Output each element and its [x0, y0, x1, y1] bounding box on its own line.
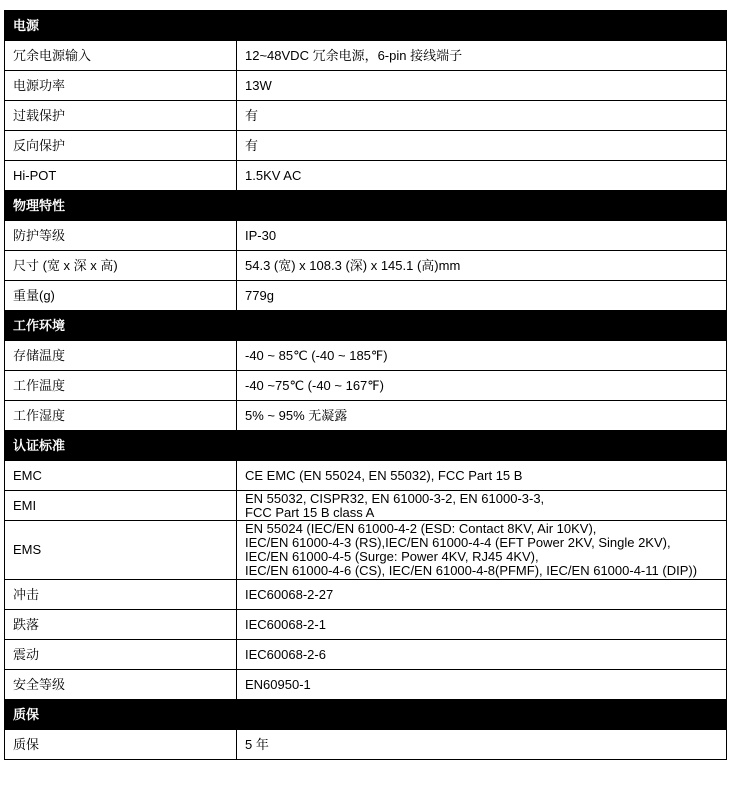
spec-row [5, 580, 727, 610]
spec-value-line: IEC/EN 61000-4-3 (RS),IEC/EN 61000-4-4 (EFT Power 2KV, Single 2KV), [245, 535, 671, 550]
spec-value-line: EN 55024 (IEC/EN 61000-4-2 (ESD: Contact 8KV, Air 10KV), [245, 521, 597, 536]
section-header-filler [237, 311, 727, 341]
spec-value-line: 有 [245, 137, 259, 153]
spec-row [5, 610, 727, 640]
spec-label: Hi-POT [5, 161, 237, 191]
spec-row [5, 670, 727, 700]
spec-value-line: 5 年 [245, 736, 269, 752]
spec-row [5, 71, 727, 101]
spec-label: 重量(g) [5, 281, 237, 311]
spec-value [237, 461, 727, 491]
spec-value-line: EN 55032, CISPR32, EN 61000-3-2, EN 61000-3-3, [245, 490, 545, 506]
spec-value [237, 131, 727, 161]
spec-value-line: 1.5KV AC [245, 167, 302, 183]
section-header-filler [237, 191, 727, 221]
spec-value [237, 580, 727, 610]
spec-label: EMC [5, 461, 237, 491]
spec-row [5, 101, 727, 131]
spec-value [237, 670, 727, 700]
spec-label: 防护等级 [5, 221, 237, 251]
section-title: 质保 [5, 700, 237, 730]
spec-value-line: 有 [245, 107, 259, 123]
section-header [5, 11, 727, 41]
spec-row [5, 131, 727, 161]
section-title: 工作环境 [5, 311, 237, 341]
spec-row [5, 281, 727, 311]
spec-row [5, 491, 727, 521]
spec-value [237, 521, 727, 580]
spec-value [237, 730, 727, 760]
spec-label: 工作温度 [5, 371, 237, 401]
spec-value [237, 221, 727, 251]
spec-value-line: IEC/EN 61000-4-5 (Surge: Power 4KV, RJ45 4KV), [245, 549, 539, 564]
spec-table-body [5, 11, 727, 760]
spec-label: 质保 [5, 730, 237, 760]
spec-value [237, 491, 727, 521]
spec-value-line: 779g [245, 287, 274, 303]
spec-value-line: EN60950-1 [245, 676, 311, 692]
spec-value [237, 41, 727, 71]
spec-label: 安全等级 [5, 670, 237, 700]
spec-row [5, 730, 727, 760]
spec-value-line: IEC60068-2-27 [245, 586, 334, 602]
spec-value [237, 610, 727, 640]
spec-value-line: IEC/EN 61000-4-6 (CS), IEC/EN 61000-4-8(PFMF), IEC/EN 61000-4-11 (DIP)) [245, 563, 698, 578]
spec-label: 冗余电源输入 [5, 41, 237, 71]
spec-value [237, 71, 727, 101]
section-header-filler [237, 700, 727, 730]
section-title: 物理特性 [5, 191, 237, 221]
spec-label: EMI [5, 491, 237, 521]
spec-value [237, 101, 727, 131]
spec-table [4, 10, 727, 760]
spec-row [5, 251, 727, 281]
spec-label: 跌落 [5, 610, 237, 640]
section-title: 认证标准 [5, 431, 237, 461]
spec-label: 反向保护 [5, 131, 237, 161]
spec-value [237, 251, 727, 281]
spec-value-line: 5% ~ 95% 无凝露 [245, 407, 348, 423]
spec-row [5, 521, 727, 580]
spec-label: 冲击 [5, 580, 237, 610]
spec-row [5, 371, 727, 401]
spec-label: 工作湿度 [5, 401, 237, 431]
spec-value [237, 161, 727, 191]
section-header [5, 431, 727, 461]
spec-value [237, 281, 727, 311]
spec-row [5, 341, 727, 371]
spec-value [237, 401, 727, 431]
spec-label: 电源功率 [5, 71, 237, 101]
section-header-filler [237, 431, 727, 461]
spec-label: 尺寸 (宽 x 深 x 高) [5, 251, 237, 281]
spec-value [237, 371, 727, 401]
spec-label: 震动 [5, 640, 237, 670]
spec-row [5, 161, 727, 191]
spec-row [5, 221, 727, 251]
spec-value-line: FCC Part 15 B class A [245, 504, 375, 520]
spec-label: 存储温度 [5, 341, 237, 371]
spec-row [5, 41, 727, 71]
spec-value-line: 54.3 (宽) x 108.3 (深) x 145.1 (高)mm [245, 257, 461, 273]
section-header [5, 700, 727, 730]
spec-value-line: IEC60068-2-6 [245, 646, 326, 662]
spec-value-line: IEC60068-2-1 [245, 616, 326, 632]
spec-label: EMS [5, 521, 237, 580]
spec-row [5, 640, 727, 670]
spec-label: 过载保护 [5, 101, 237, 131]
spec-value [237, 640, 727, 670]
spec-value-line: CE EMC (EN 55024, EN 55032), FCC Part 15 B [245, 467, 523, 483]
spec-row [5, 401, 727, 431]
spec-value-line: 12~48VDC 冗余电源，6-pin 接线端子 [245, 47, 463, 63]
section-header [5, 191, 727, 221]
spec-value-line: -40 ~75℃ (-40 ~ 167℉) [245, 377, 384, 393]
spec-row [5, 461, 727, 491]
spec-value-line: 13W [245, 77, 272, 93]
spec-value-line: -40 ~ 85℃ (-40 ~ 185℉) [245, 347, 388, 363]
section-title: 电源 [5, 11, 237, 41]
spec-value [237, 341, 727, 371]
spec-value-line: IP-30 [245, 227, 277, 243]
section-header [5, 311, 727, 341]
section-header-filler [237, 11, 727, 41]
